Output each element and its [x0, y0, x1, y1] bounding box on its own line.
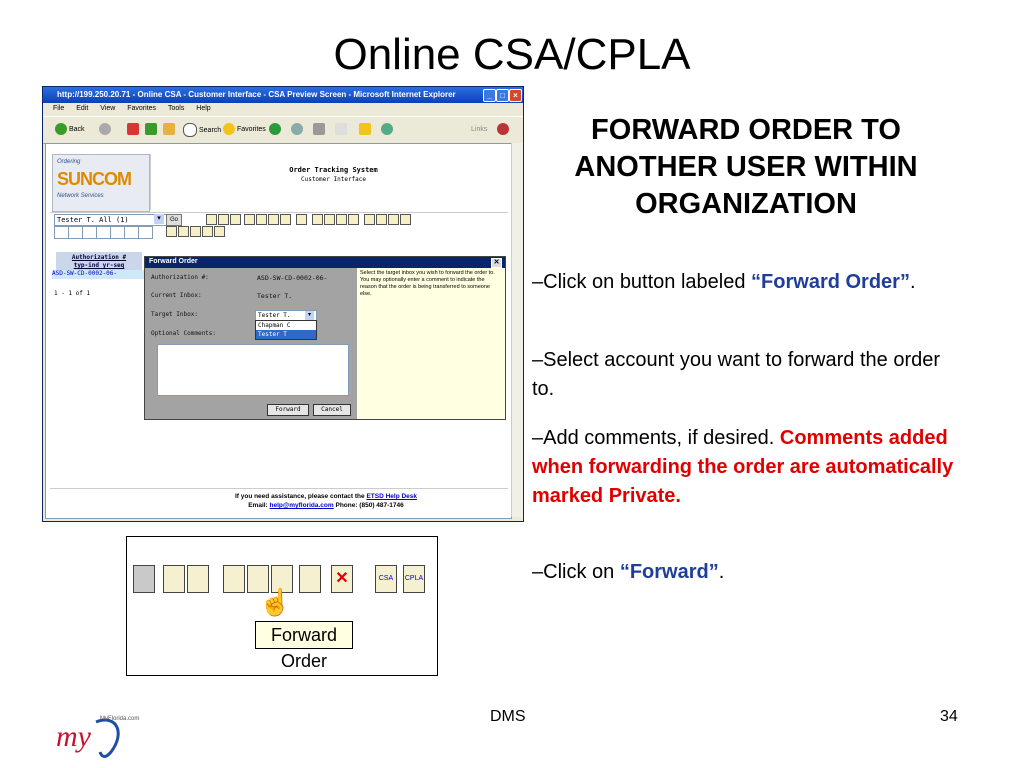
logo-suncom-text: SUNCOM [57, 169, 131, 189]
order-row-link[interactable]: ASD-SW-CD-0002-06- [52, 270, 144, 279]
logo-network-text: Network Services [57, 193, 104, 199]
ots-title: Order Tracking System [289, 166, 378, 174]
stop-button[interactable] [127, 123, 141, 137]
back-arrow-icon [55, 123, 67, 135]
search-button[interactable]: Search [183, 123, 221, 137]
authorization-column-header[interactable]: Authorization # typ-ind yr-seq [56, 252, 142, 276]
view-order-icon[interactable] [230, 214, 241, 225]
chevron-down-icon[interactable]: ▾ [305, 311, 314, 320]
flag-icon[interactable] [348, 214, 359, 225]
help-icon[interactable] [388, 214, 399, 225]
search-icon [183, 123, 197, 137]
print-button[interactable] [313, 123, 327, 137]
logo-ordering-text: Ordering [57, 159, 81, 165]
help-desk-link[interactable]: ETSD Help Desk [366, 493, 418, 500]
cpla-icon[interactable]: CPLA [403, 565, 425, 593]
search-order-icon[interactable] [336, 214, 347, 225]
current-inbox-value: Tester T. [257, 292, 293, 300]
authorization-value: ASD-SW-CD-0002-06- [257, 274, 328, 282]
browser-window-screenshot [42, 86, 524, 522]
browser-toolbar [43, 116, 523, 144]
view-order-icon[interactable] [187, 565, 209, 593]
media-icon [269, 123, 281, 135]
myflorida-logo [56, 712, 166, 762]
messenger-button[interactable] [381, 123, 395, 137]
forward-order-dialog [144, 256, 506, 420]
print-icon[interactable] [206, 214, 217, 225]
binoculars-icon[interactable] [166, 226, 177, 237]
suncom-logo [52, 154, 150, 212]
maximize-icon[interactable]: □ [496, 89, 509, 102]
footer-dms: DMS [490, 708, 526, 725]
minimize-icon[interactable]: _ [483, 89, 496, 102]
divider [50, 212, 508, 213]
zoomed-toolbar-screenshot [126, 536, 438, 676]
menu-help[interactable]: Help [196, 105, 211, 112]
logo-small-text: MyFlorida.com [100, 716, 140, 722]
last-page-icon[interactable] [214, 226, 225, 237]
ots-subtitle: Customer Interface [300, 176, 367, 183]
edit-order-icon[interactable] [163, 565, 185, 593]
back-button[interactable]: Back [55, 123, 85, 137]
settings-icon[interactable] [376, 214, 387, 225]
filter-icon[interactable] [364, 214, 375, 225]
copy-order-icon[interactable] [268, 214, 279, 225]
folder-button[interactable] [359, 123, 373, 137]
inbox-filter-select[interactable]: Tester T. All (1) [54, 214, 168, 226]
target-inbox-label: Target Inbox: [151, 311, 198, 318]
browser-titlebar [43, 87, 523, 103]
bullet-click-forward: –Click on “Forward”. [532, 561, 725, 583]
current-inbox-label: Current Inbox: [151, 292, 202, 299]
forward-order-tooltip: Forward Order [255, 621, 353, 649]
menu-file[interactable]: File [53, 105, 65, 112]
dialog-titlebar [145, 257, 505, 268]
menu-tools[interactable]: Tools [168, 105, 185, 112]
logo-swoosh [96, 720, 118, 756]
print-icon [313, 123, 325, 135]
csa-icon[interactable] [312, 214, 323, 225]
forward-button[interactable]: Forward [267, 404, 309, 416]
result-count: 1 - 1 of 1 [54, 290, 91, 297]
print-icon[interactable] [133, 565, 155, 593]
cpla-icon[interactable] [324, 214, 335, 225]
authorization-label: Authorization #: [151, 274, 209, 281]
scrollbar[interactable] [511, 143, 523, 517]
divider [150, 154, 151, 210]
filter-cell[interactable] [124, 226, 139, 239]
edit-button[interactable] [335, 123, 349, 137]
page-footer: If you need assistance, please contact the ETSD Help Desk Email: help@myflorida.com Phone: (850) 487-1746 [234, 493, 418, 509]
home-icon [163, 123, 175, 135]
filter-cell[interactable] [68, 226, 83, 239]
approve-icon[interactable] [299, 565, 321, 593]
message-icon[interactable] [256, 214, 267, 225]
delete-icon[interactable]: ✕ [331, 565, 353, 593]
cancel-button[interactable]: Cancel [313, 404, 351, 416]
media-button[interactable] [269, 123, 283, 137]
web-page [45, 143, 512, 519]
menu-edit[interactable]: Edit [76, 105, 89, 112]
first-page-icon[interactable] [178, 226, 189, 237]
star-icon [223, 123, 235, 135]
messenger-icon [381, 123, 393, 135]
filter-cell[interactable] [110, 226, 125, 239]
home-button[interactable] [163, 123, 177, 137]
links-button[interactable]: Links [471, 126, 488, 133]
close-icon[interactable]: ✕ [491, 258, 502, 268]
mail-icon [291, 123, 303, 135]
approve-icon[interactable] [280, 214, 291, 225]
next-page-icon[interactable] [202, 226, 213, 237]
slide-title: Online CSA/CPLA [333, 30, 691, 79]
dialog-form [145, 268, 357, 419]
refresh-button[interactable] [145, 123, 159, 137]
folder-icon [359, 123, 371, 135]
target-inbox-select[interactable]: Tester T. [255, 310, 317, 321]
go-button[interactable]: Go [166, 214, 182, 226]
delete-icon[interactable] [296, 214, 307, 225]
refresh-icon [145, 123, 157, 135]
logo-my-text: my [56, 720, 91, 753]
dialog-help-text: Select the target inbox you wish to forward the order to. You may optionally enter a comment to indicate the reason that the order is being transferred to someone else. [357, 268, 505, 419]
target-inbox-options [255, 320, 317, 340]
filter-cell[interactable] [82, 226, 97, 239]
forward-arrow-icon [99, 123, 111, 135]
edit-icon [335, 123, 347, 135]
ie-logo-button[interactable] [497, 123, 511, 137]
option-tester[interactable]: Tester T [256, 330, 316, 339]
forward-order-icon[interactable] [223, 565, 245, 593]
mail-button[interactable] [291, 123, 305, 137]
comments-label: Optional Comments: [151, 330, 217, 337]
bullet-forward-order: –Click on button labeled “Forward Order”. [532, 271, 916, 293]
hand-cursor-icon: ☝ [259, 587, 292, 617]
edit-order-icon[interactable] [218, 214, 229, 225]
bullet-select-account: –Select account you want to forward the order to. [532, 349, 941, 400]
email-link[interactable]: help@myflorida.com [269, 502, 334, 509]
chevron-down-icon[interactable]: ▾ [154, 214, 164, 224]
page-number: 34 [940, 708, 958, 725]
browser-title: http://199.250.20.71 - Online CSA - Customer Interface - CSA Preview Screen - Microsoft Internet Explorer [57, 90, 456, 99]
menu-view[interactable]: View [100, 105, 116, 112]
filter-cell[interactable] [96, 226, 111, 239]
menu-favorites[interactable]: Favorites [127, 105, 157, 112]
filter-cell[interactable] [54, 226, 69, 239]
divider [50, 488, 508, 489]
close-icon[interactable]: × [509, 89, 522, 102]
prev-page-icon[interactable] [190, 226, 201, 237]
section-heading: FORWARD ORDER TO ANOTHER USER WITHIN ORGANIZATION [574, 114, 918, 220]
bookmark-icon[interactable] [400, 214, 411, 225]
bullet-add-comments: –Add comments, if desired. Comments added when forwarding the order are automatically marked Private. [532, 427, 954, 507]
ie-logo-icon [497, 123, 509, 135]
favorites-button[interactable]: Favorites [223, 123, 266, 137]
dialog-title: Forward Order [149, 258, 198, 265]
filter-cell[interactable] [138, 226, 153, 239]
forward-order-icon[interactable] [244, 214, 255, 225]
browser-menubar [43, 103, 523, 115]
stop-icon [127, 123, 139, 135]
csa-icon[interactable]: CSA [375, 565, 397, 593]
forward-nav-button[interactable] [99, 123, 113, 137]
option-chapman[interactable]: Chapman C [258, 322, 291, 329]
comments-textarea[interactable] [157, 344, 349, 396]
